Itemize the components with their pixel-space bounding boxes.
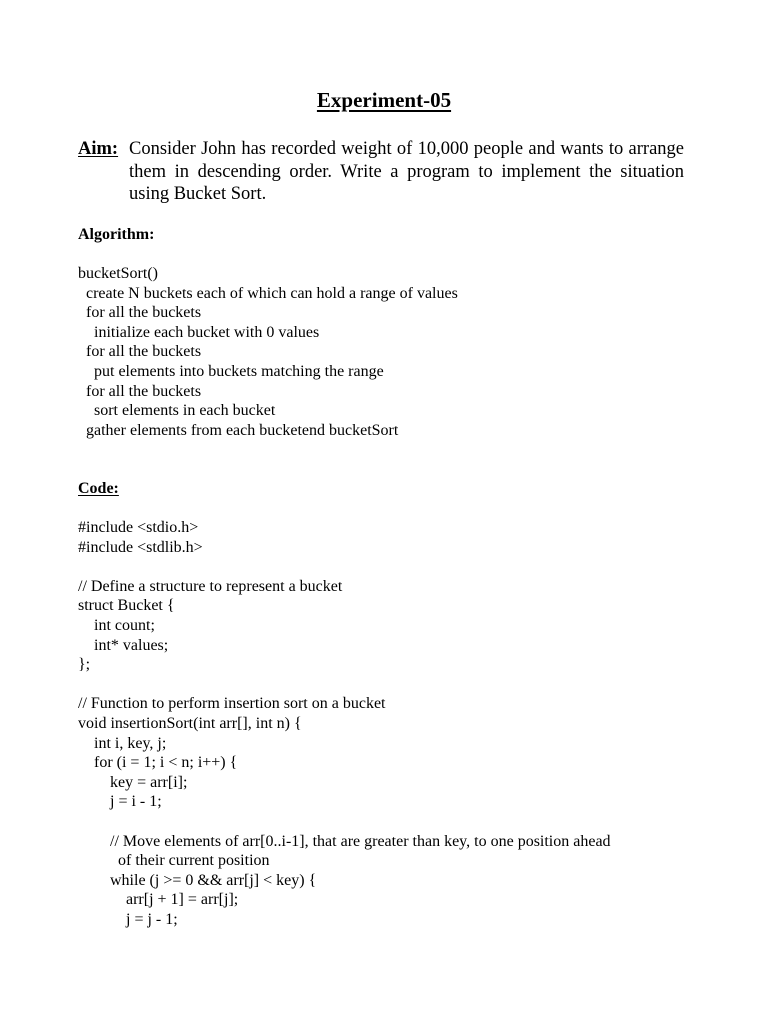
algorithm-block <box>78 264 458 440</box>
code-line: // Move elements of arr[0..i-1], that are greater than key, to one position ahead <box>78 832 611 850</box>
code-line: int* values; <box>78 636 169 654</box>
code-line: j = j - 1; <box>78 910 178 928</box>
algorithm-line: sort elements in each bucket <box>78 402 276 420</box>
code-line: // Define a structure to represent a bucket <box>78 577 343 595</box>
code-line: int i, key, j; <box>78 734 167 752</box>
code-line <box>78 675 611 695</box>
aim-section <box>78 138 684 206</box>
algorithm-line: gather elements from each bucketend bucketSort <box>78 421 399 439</box>
code-line: struct Bucket { <box>78 597 175 615</box>
algorithm-line: initialize each bucket with 0 values <box>78 323 320 341</box>
code-line: void insertionSort(int arr[], int n) { <box>78 714 302 732</box>
code-line: arr[j + 1] = arr[j]; <box>78 891 239 909</box>
code-line: }; <box>78 656 91 674</box>
code-line: key = arr[i]; <box>78 773 188 791</box>
code-line: while (j >= 0 && arr[j] < key) { <box>78 871 317 889</box>
algorithm-heading: Algorithm: <box>78 226 155 243</box>
code-line: j = i - 1; <box>78 793 162 811</box>
code-block <box>78 518 611 929</box>
aim-text: Consider John has recorded weight of 10,000 people and wants to arrange them in descending order. Write a program to implement the situation using Bucket Sort. <box>129 139 684 204</box>
code-line: #include <stdlib.h> <box>78 538 203 556</box>
algorithm-line: for all the buckets <box>78 343 202 361</box>
code-line <box>78 557 611 577</box>
algorithm-line: for all the buckets <box>78 382 202 400</box>
aim-label: Aim: <box>78 139 119 159</box>
algorithm-line: for all the buckets <box>78 304 202 322</box>
code-heading: Code: <box>78 480 119 497</box>
code-line: #include <stdio.h> <box>78 519 199 536</box>
code-line: for (i = 1; i < n; i++) { <box>78 754 238 772</box>
algorithm-line: bucketSort() <box>78 265 158 282</box>
algorithm-line: create N buckets each of which can hold a range of values <box>78 284 458 302</box>
code-line: int count; <box>78 616 155 634</box>
code-line <box>78 812 611 832</box>
code-line: // Function to perform insertion sort on a bucket <box>78 695 386 713</box>
code-line: of their current position <box>78 852 270 870</box>
algorithm-line: put elements into buckets matching the range <box>78 362 384 380</box>
page-title: Experiment-05 <box>316 88 452 112</box>
